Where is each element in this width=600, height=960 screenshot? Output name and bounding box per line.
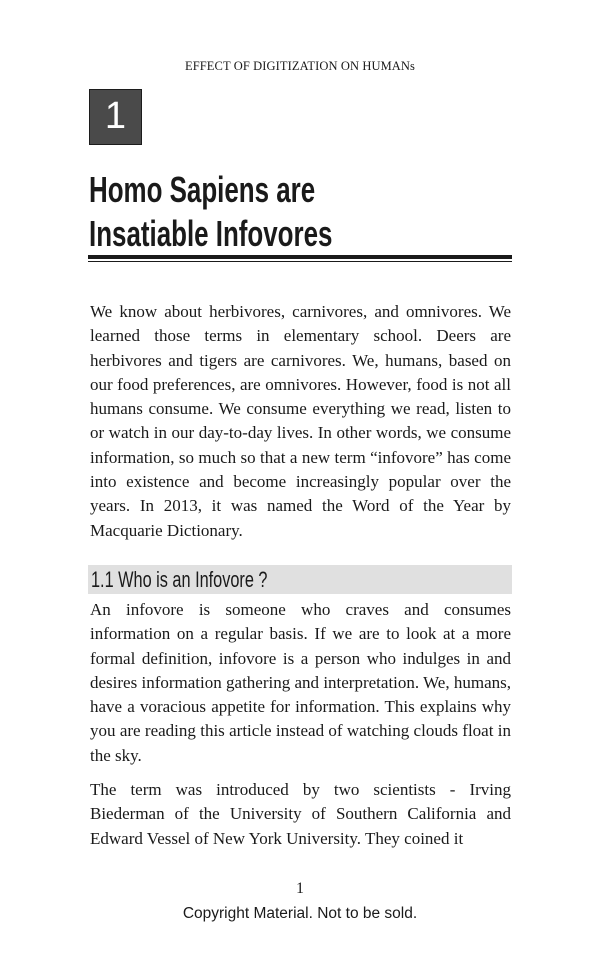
chapter-title-line-1: Homo Sapiens are <box>89 169 316 210</box>
copyright-notice: Copyright Material. Not to be sold. <box>182 905 418 922</box>
intro-paragraph: We know about herbivores, carnivores, and omnivores. We learned those terms in elementary school. Deers are herbivores and tigers are carnivores. We, humans, based on our food preferences, are omnivores. However, food is not all humans consume. We consume everything we read, listen to or watch in our day-to-day lives. In other words, we consume information, so much so that a new term “infovore” has come into existence and become increasingly popular over the years. In 2013, it was named the Word of the Year by Macquarie Dictionary. <box>90 302 511 540</box>
chapter-title-line-2: Insatiable Infovores <box>89 213 333 254</box>
page-number: 1 <box>296 880 304 897</box>
section-paragraph-1: An infovore is someone who craves and consumes information on a regular basis. If we are to look at a more formal definition, infovore is a person who indulges in and desires information gathering and interpretation. We, humans, have a voracious appetite for information. This explains why you are reading this article instead of watching clouds float in the sky. <box>90 600 511 765</box>
title-rule-thin <box>88 261 512 262</box>
section-heading: 1.1 Who is an Infovore ? <box>91 567 268 592</box>
chapter-number-badge: 1 <box>89 89 142 145</box>
title-rule-thick <box>88 255 512 259</box>
section-paragraph-2: The term was introduced by two scientists - Irving Biederman of the University of Southern California and Edward Vessel of New York University. They coined it <box>90 780 511 848</box>
chapter-title <box>89 168 399 256</box>
running-header: EFFECT OF DIGITIZATION ON HUMANs <box>184 59 416 73</box>
